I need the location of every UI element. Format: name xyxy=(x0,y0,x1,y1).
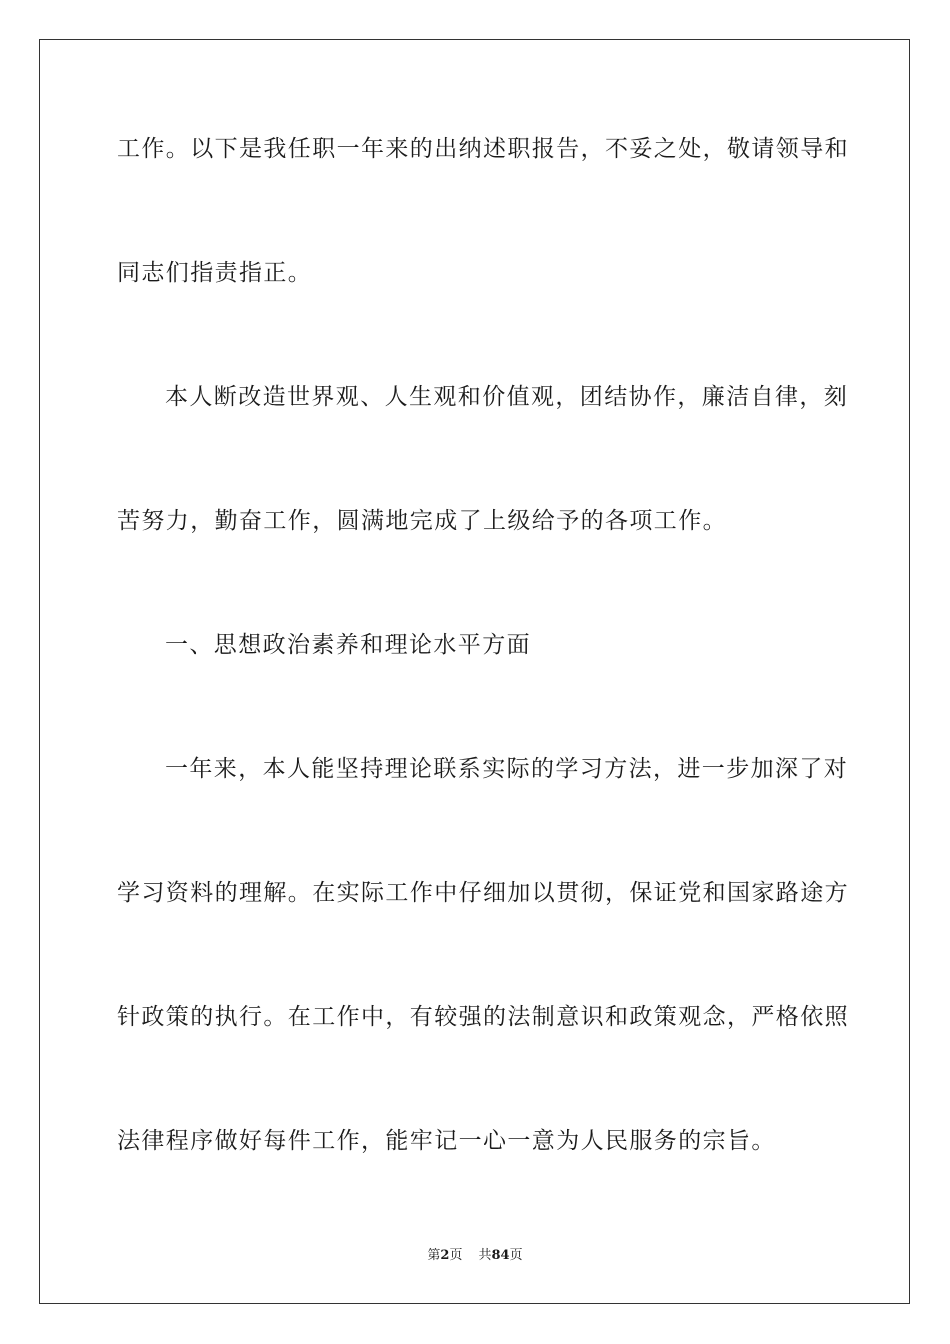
page-border xyxy=(39,39,910,1304)
page-footer xyxy=(0,1247,950,1265)
page-prefix: 第 xyxy=(427,1248,441,1263)
text-line-1: 工作。以下是我任职一年来的出纳述职报告，不妥之处，敬请领导和 xyxy=(117,136,849,162)
total-suffix: 页 xyxy=(509,1248,523,1263)
text-line-6: 一年来，本人能坚持理论联系实际的学习方法，进一步加深了对 xyxy=(165,756,849,782)
text-line-4: 苦努力，勤奋工作，圆满地完成了上级给予的各项工作。 xyxy=(117,508,727,534)
text-line-3: 本人断改造世界观、人生观和价值观，团结协作，廉洁自律，刻 xyxy=(165,384,849,410)
page-number: 2 xyxy=(440,1248,450,1263)
text-line-7: 学习资料的理解。在实际工作中仔细加以贯彻，保证党和国家路途方 xyxy=(117,880,849,906)
text-line-2: 同志们指责指正。 xyxy=(117,260,313,286)
section-heading: 一、思想政治素养和理论水平方面 xyxy=(165,632,531,658)
text-line-8: 针政策的执行。在工作中，有较强的法制意识和政策观念，严格依照 xyxy=(117,1004,849,1030)
total-prefix: 共 xyxy=(478,1248,492,1263)
page-suffix: 页 xyxy=(449,1248,463,1263)
text-line-9: 法律程序做好每件工作，能牢记一心一意为人民服务的宗旨。 xyxy=(117,1128,776,1154)
total-pages: 84 xyxy=(491,1248,510,1263)
